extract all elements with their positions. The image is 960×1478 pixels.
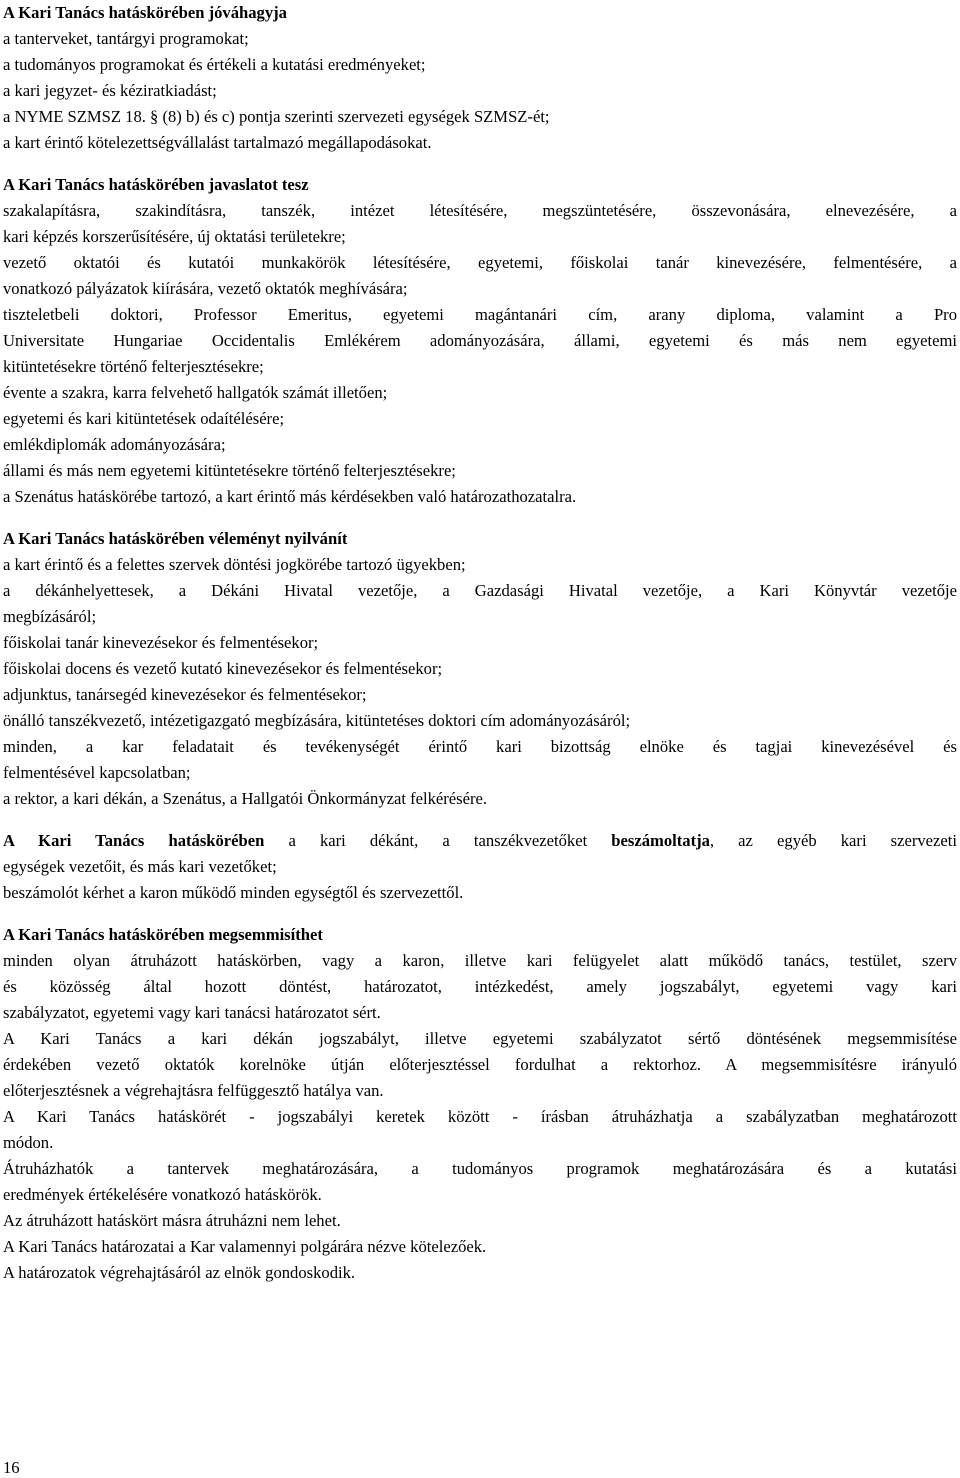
section-heading: A Kari Tanács hatáskörében megsemmisíthet	[3, 925, 323, 944]
text-line: előterjesztésnek a végrehajtásra felfüggesztő hatálya van.	[3, 1081, 384, 1100]
text-line: minden, a kar feladatait és tevékenységét érintő kari bizottság elnöke és tagjai kinevezésével és	[3, 737, 957, 756]
section-heading: A Kari Tanács hatáskörében véleményt nyilvánít	[3, 529, 348, 548]
text-line: vezető oktatói és kutatói munkakörök létesítésére, egyetemi, főiskolai tanár kinevezésére, felmentésére, a	[3, 253, 957, 272]
text-line: a kari jegyzet- és kéziratkiadást;	[3, 81, 217, 100]
text-line: minden olyan átruházott hatáskörben, vagy a karon, illetve kari felügyelet alatt működő tanács, testület, szerv	[3, 951, 957, 970]
text-line: kitüntetésekre történő felterjesztésekre;	[3, 357, 264, 376]
text-line: Átruházhatók a tantervek meghatározására, a tudományos programok meghatározására és a kutatási	[3, 1159, 957, 1178]
section-heading: A Kari Tanács hatáskörében javaslatot tesz	[3, 175, 309, 194]
text-line: tiszteletbeli doktori, Professor Emeritus, egyetemi magántanári cím, arany diploma, valamint a Pro	[3, 305, 957, 324]
document-page	[3, 0, 957, 1286]
section-heading: A Kari Tanács hatáskörében jóváhagyja	[3, 3, 287, 22]
text-line: A határozatok végrehajtásáról az elnök gondoskodik.	[3, 1263, 356, 1282]
text-line: állami és más nem egyetemi kitüntetésekre történő felterjesztésekre;	[3, 461, 456, 480]
text-line: adjunktus, tanársegéd kinevezésekor és felmentésekor;	[3, 685, 367, 704]
text-line: beszámolót kérhet a karon működő minden egységtől és szervezettől.	[3, 883, 464, 902]
text-line: módon.	[3, 1133, 54, 1152]
section-reports	[3, 828, 957, 906]
text-line: a dékánhelyettesek, a Dékáni Hivatal vezetője, a Gazdasági Hivatal vezetője, a Kari Könyvtár vezetője	[3, 581, 957, 600]
text-line: szabályzatot, egyetemi vagy kari tanácsi határozatot sért.	[3, 1003, 381, 1022]
text-line: A Kari Tanács határozatai a Kar valamennyi polgárára nézve kötelezőek.	[3, 1237, 487, 1256]
page-number: 16	[3, 1458, 20, 1477]
text-line: megbízásáról;	[3, 607, 97, 626]
text-line: évente a szakra, karra felvehető hallgatók számát illetően;	[3, 383, 388, 402]
text-line: emlékdiplomák adományozására;	[3, 435, 226, 454]
text-line-mixed	[3, 828, 957, 854]
text-line: kari képzés korszerűsítésére, új oktatási területekre;	[3, 227, 346, 246]
text-line: a rektor, a kari dékán, a Szenátus, a Hallgatói Önkormányzat felkérésére.	[3, 789, 488, 808]
text-line: a tudományos programokat és értékeli a kutatási eredményeket;	[3, 55, 426, 74]
text-line: egységek vezetőit, és más kari vezetőket;	[3, 857, 277, 876]
text-line: önálló tanszékvezető, intézetigazgató megbízására, kitüntetéses doktori cím adományozásáról;	[3, 711, 631, 730]
section-opinion	[3, 526, 957, 812]
text-line: Az átruházott hatáskört másra átruházni nem lehet.	[3, 1211, 341, 1230]
text-line: Universitate Hungariae Occidentalis Emlékérem adományozására, állami, egyetemi és más nem egyetemi	[3, 331, 957, 350]
text-line: a kart érintő és a felettes szervek döntési jogkörébe tartozó ügyekben;	[3, 555, 466, 574]
text-line: eredmények értékelésére vonatkozó hatáskörök.	[3, 1185, 322, 1204]
text-line: A Kari Tanács hatáskörét - jogszabályi keretek között - írásban átruházhatja a szabályzatban meghatározott	[3, 1107, 957, 1126]
text-line: a Szenátus hatáskörébe tartozó, a kart érintő más kérdésekben való határozathozatalra.	[3, 487, 577, 506]
inline-text: a kari dékánt, a tanszékvezetőket	[264, 831, 612, 850]
section-approves	[3, 0, 957, 156]
inline-text: , az egyéb kari szervezeti	[709, 831, 958, 850]
text-line: a tanterveket, tantárgyi programokat;	[3, 29, 249, 48]
section-annuls	[3, 922, 957, 1286]
text-line: vonatkozó pályázatok kiírására, vezető oktatók meghívására;	[3, 279, 408, 298]
text-line: A Kari Tanács a kari dékán jogszabályt, illetve egyetemi szabályzatot sértő döntésének megsemmisítése	[3, 1029, 957, 1048]
text-line: főiskolai tanár kinevezésekor és felmentésekor;	[3, 633, 319, 652]
text-line: és közösség által hozott döntést, határozatot, intézkedést, amely jogszabályt, egyetemi vagy kari	[3, 977, 957, 996]
section-proposes	[3, 172, 957, 510]
text-line: a kart érintő kötelezettségvállalást tartalmazó megállapodásokat.	[3, 133, 432, 152]
text-line: szakalapításra, szakindításra, tanszék, intézet létesítésére, megszüntetésére, összevonására, elnevezésére, a	[3, 201, 957, 220]
inline-bold: beszámoltatja	[611, 831, 710, 850]
inline-bold: A Kari Tanács hatáskörében	[3, 831, 265, 850]
text-line: egyetemi és kari kitüntetések odaítélésére;	[3, 409, 285, 428]
text-line: a NYME SZMSZ 18. § (8) b) és c) pontja szerinti szervezeti egységek SZMSZ-ét;	[3, 107, 550, 126]
text-line: felmentésével kapcsolatban;	[3, 763, 191, 782]
text-line: érdekében vezető oktatók korelnöke útján előterjesztéssel fordulhat a rektorhoz. A megsemmisítésre irányuló	[3, 1055, 957, 1074]
text-line: főiskolai docens és vezető kutató kinevezésekor és felmentésekor;	[3, 659, 443, 678]
